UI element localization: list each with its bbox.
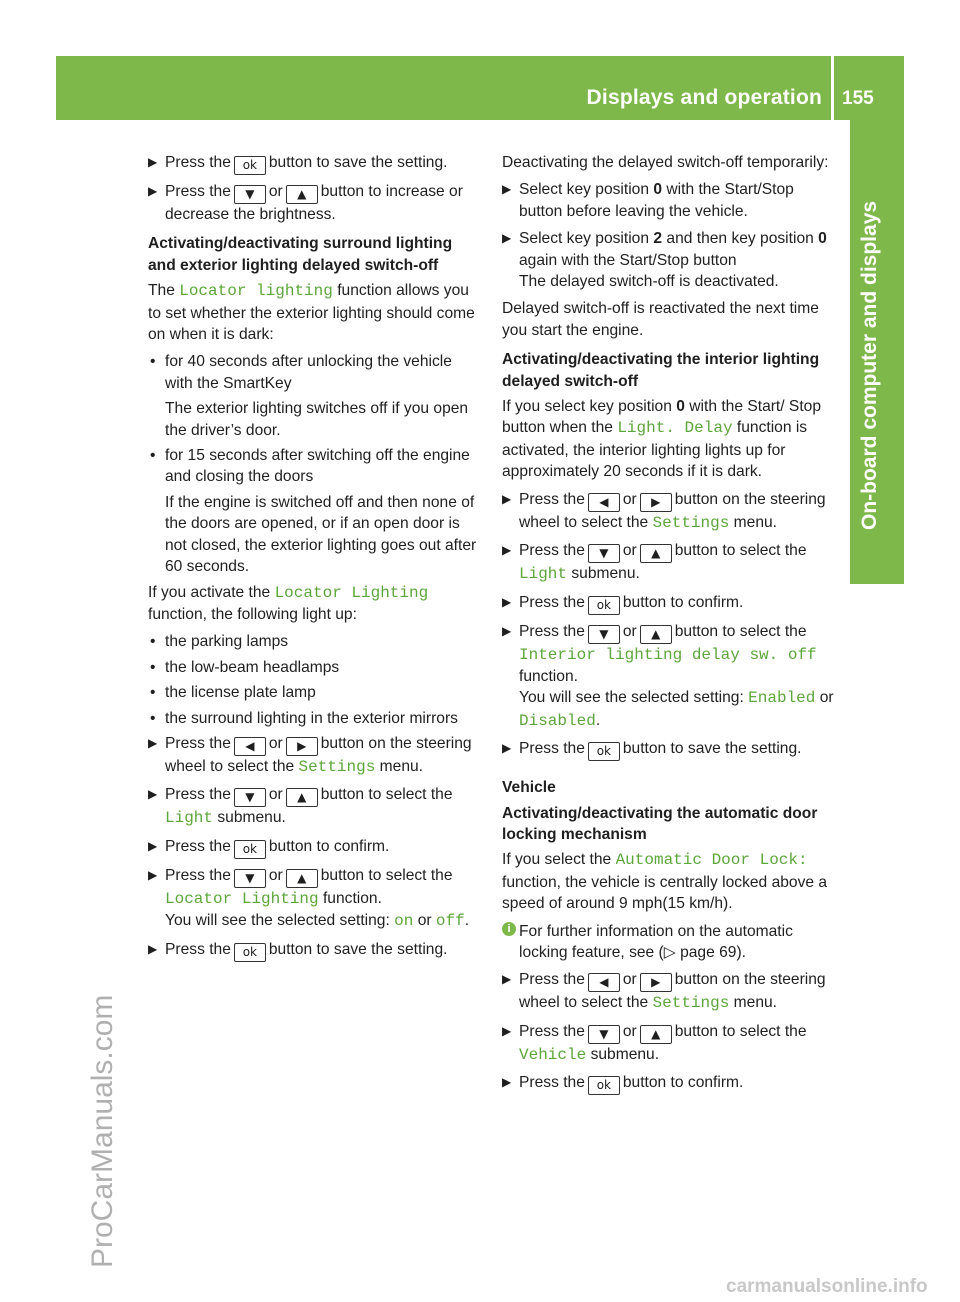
- up-key-icon: ▲: [286, 185, 318, 204]
- header-bar: [56, 56, 904, 120]
- paragraph: If you select the Automatic Door Lock: function, the vehicle is centrally locked above a speed of around 9 mph(15 km/h).: [502, 851, 828, 913]
- display-text: Settings: [652, 994, 730, 1013]
- display-text: Interior lighting delay sw. off: [519, 645, 817, 664]
- left-key-icon: ◀: [234, 737, 266, 756]
- display-text: Settings: [652, 513, 730, 532]
- step: ▶ Press the ◀ or ▶ button on the steering wheel to select the Settings menu.: [502, 971, 826, 1013]
- step: ▶ Press the ◀ or ▶ button on the steering wheel to select the Settings menu.: [148, 734, 472, 776]
- down-key-icon: ▼: [588, 625, 620, 644]
- arrow-icon: ▶: [148, 867, 158, 882]
- arrow-icon: ▶: [148, 155, 158, 169]
- bullet-icon: •: [150, 353, 156, 371]
- step: ▶ Press the ok button to save the setting.: [148, 152, 482, 175]
- arrow-icon: ▶: [502, 543, 512, 558]
- list-item: • the surround lighting in the exterior mirrors: [148, 708, 482, 729]
- step: ▶ Press the ▼ or ▲ button to increase or decrease the brightness.: [148, 183, 463, 223]
- ok-key-icon: ok: [588, 742, 620, 761]
- display-text: Locator Lighting: [274, 583, 429, 602]
- step: ▶ Press the ◀ or ▶ button on the steering wheel to select the Settings menu.: [502, 490, 826, 532]
- section-heading: Activating/deactivating the automatic door locking mechanism: [502, 804, 818, 843]
- display-text: Settings: [298, 757, 376, 776]
- down-key-icon: ▼: [234, 869, 266, 888]
- up-key-icon: ▲: [640, 544, 672, 563]
- step: ▶ Press the ▼ or ▲ button to select the Light submenu.: [502, 542, 807, 584]
- step: ▶ Press the ok button to confirm.: [502, 592, 836, 615]
- list-item: • for 40 seconds after unlocking the vehicle with the SmartKey The exterior lighting switches off if you open the driver’s door.: [150, 353, 469, 439]
- right-column: [502, 152, 836, 1101]
- list-item: • the parking lamps: [148, 631, 482, 652]
- display-text: Locator lighting: [179, 282, 333, 301]
- arrow-icon: ▶: [502, 594, 512, 609]
- ok-key-icon: ok: [234, 156, 266, 175]
- arrow-icon: ▶: [502, 231, 512, 246]
- side-tab-block: [850, 540, 904, 584]
- section-heading: Activating/deactivating surround lighting and exterior lighting delayed switch-off: [148, 235, 453, 274]
- paragraph: Deactivating the delayed switch-off temporarily:: [502, 154, 829, 171]
- step: ▶ Press the ok button to confirm.: [502, 1072, 836, 1095]
- step: ▶ Select key position 0 with the Start/Stop button before leaving the vehicle.: [502, 181, 794, 220]
- paragraph: If you activate the Locator Lighting function, the following light up:: [148, 583, 429, 623]
- left-key-icon: ◀: [588, 493, 620, 512]
- up-key-icon: ▲: [286, 788, 318, 807]
- step: ▶ Press the ok button to save the setting.: [502, 738, 836, 761]
- watermark-vertical: ProCarManuals.com: [86, 994, 119, 1268]
- down-key-icon: ▼: [234, 788, 266, 807]
- bullet-icon: •: [150, 447, 156, 465]
- step: ▶ Press the ▼ or ▲ button to select the Locator Lighting function. You will see the selected setting: on or off.: [148, 866, 470, 931]
- arrow-icon: ▶: [502, 491, 512, 506]
- arrow-icon: ▶: [502, 623, 512, 638]
- display-text: Light: [519, 565, 568, 584]
- arrow-icon: ▶: [148, 787, 158, 802]
- paragraph: Delayed switch-off is reactivated the next time you start the engine.: [502, 300, 819, 339]
- arrow-icon: ▶: [502, 182, 512, 197]
- bullet-icon: •: [150, 658, 156, 676]
- display-text: Vehicle: [519, 1045, 587, 1064]
- display-text: Enabled: [748, 689, 816, 708]
- page-title: Displays and operation: [586, 86, 822, 109]
- info-note: i For further information on the automatic locking feature, see (▷ page 69).: [502, 921, 836, 964]
- display-text: Locator Lighting: [165, 889, 319, 908]
- down-key-icon: ▼: [588, 1025, 620, 1044]
- up-key-icon: ▲: [286, 869, 318, 888]
- arrow-icon: ▶: [502, 972, 512, 987]
- right-key-icon: ▶: [640, 493, 672, 512]
- section-heading: Activating/deactivating the interior lighting delayed switch-off: [502, 351, 820, 390]
- up-key-icon: ▲: [640, 1025, 672, 1044]
- display-text: Light. Delay: [617, 419, 733, 438]
- step: ▶ Press the ▼ or ▲ button to select the Vehicle submenu.: [502, 1022, 807, 1064]
- page-number: 155: [842, 88, 874, 109]
- left-key-icon: ◀: [588, 973, 620, 992]
- display-text: off: [435, 912, 465, 931]
- arrow-icon: ▶: [502, 741, 512, 756]
- bullet-icon: •: [150, 709, 156, 727]
- arrow-icon: ▶: [502, 1023, 512, 1038]
- list-item: • the low-beam headlamps: [148, 657, 482, 678]
- right-key-icon: ▶: [640, 973, 672, 992]
- display-text: Light: [165, 809, 214, 828]
- bullet-icon: •: [150, 633, 156, 651]
- list-item: • the license plate lamp: [148, 682, 482, 703]
- paragraph: The Locator lighting function allows you to set whether the exterior lighting should come on when it is dark:: [148, 282, 475, 344]
- ok-key-icon: ok: [234, 943, 266, 962]
- right-key-icon: ▶: [286, 737, 318, 756]
- step: ▶ Press the ▼ or ▲ button to select the Interior lighting delay sw. off function. You will see the selected setting: Enabled or Disabled.: [502, 622, 834, 730]
- display-text: on: [394, 912, 414, 931]
- ok-key-icon: ok: [234, 840, 266, 859]
- list-item: • for 15 seconds after switching off the engine and closing the doors If the engine is switched off and then none of the doors are opened, or if an open door is not closed, the exterior lighting goes out after 60 seconds.: [150, 447, 477, 576]
- display-text: Disabled: [519, 711, 596, 730]
- arrow-icon: ▶: [148, 838, 158, 853]
- left-column: [148, 152, 482, 968]
- side-tab-label: On-board computer and displays: [858, 200, 881, 530]
- step: ▶ Press the ok button to confirm.: [148, 836, 482, 859]
- arrow-icon: ▶: [502, 1075, 512, 1090]
- down-key-icon: ▼: [234, 185, 266, 204]
- arrow-icon: ▶: [148, 184, 158, 198]
- step: ▶ Select key position 2 and then key position 0 again with the Start/Stop button The delayed switch-off is deactivated.: [502, 230, 827, 291]
- down-key-icon: ▼: [588, 544, 620, 563]
- watermark-bottom: carmanualsonline.info: [726, 1276, 928, 1297]
- step: ▶ Press the ok button to save the setting.: [148, 939, 482, 962]
- bullet-icon: •: [150, 684, 156, 702]
- info-icon: i: [502, 922, 516, 936]
- arrow-icon: ▶: [148, 941, 158, 956]
- ok-key-icon: ok: [588, 1076, 620, 1095]
- header-divider: [831, 56, 834, 120]
- up-key-icon: ▲: [640, 625, 672, 644]
- paragraph: If you select key position 0 with the Start/ Stop button when the Light. Delay function is activated, the interior lighting lights up for approximately 20 seconds if it is dark.: [502, 398, 822, 481]
- section-heading: Vehicle: [502, 779, 556, 797]
- ok-key-icon: ok: [588, 596, 620, 615]
- display-text: Automatic Door Lock:: [615, 851, 808, 870]
- arrow-icon: ▶: [148, 735, 158, 750]
- step: ▶ Press the ▼ or ▲ button to select the Light submenu.: [148, 786, 453, 828]
